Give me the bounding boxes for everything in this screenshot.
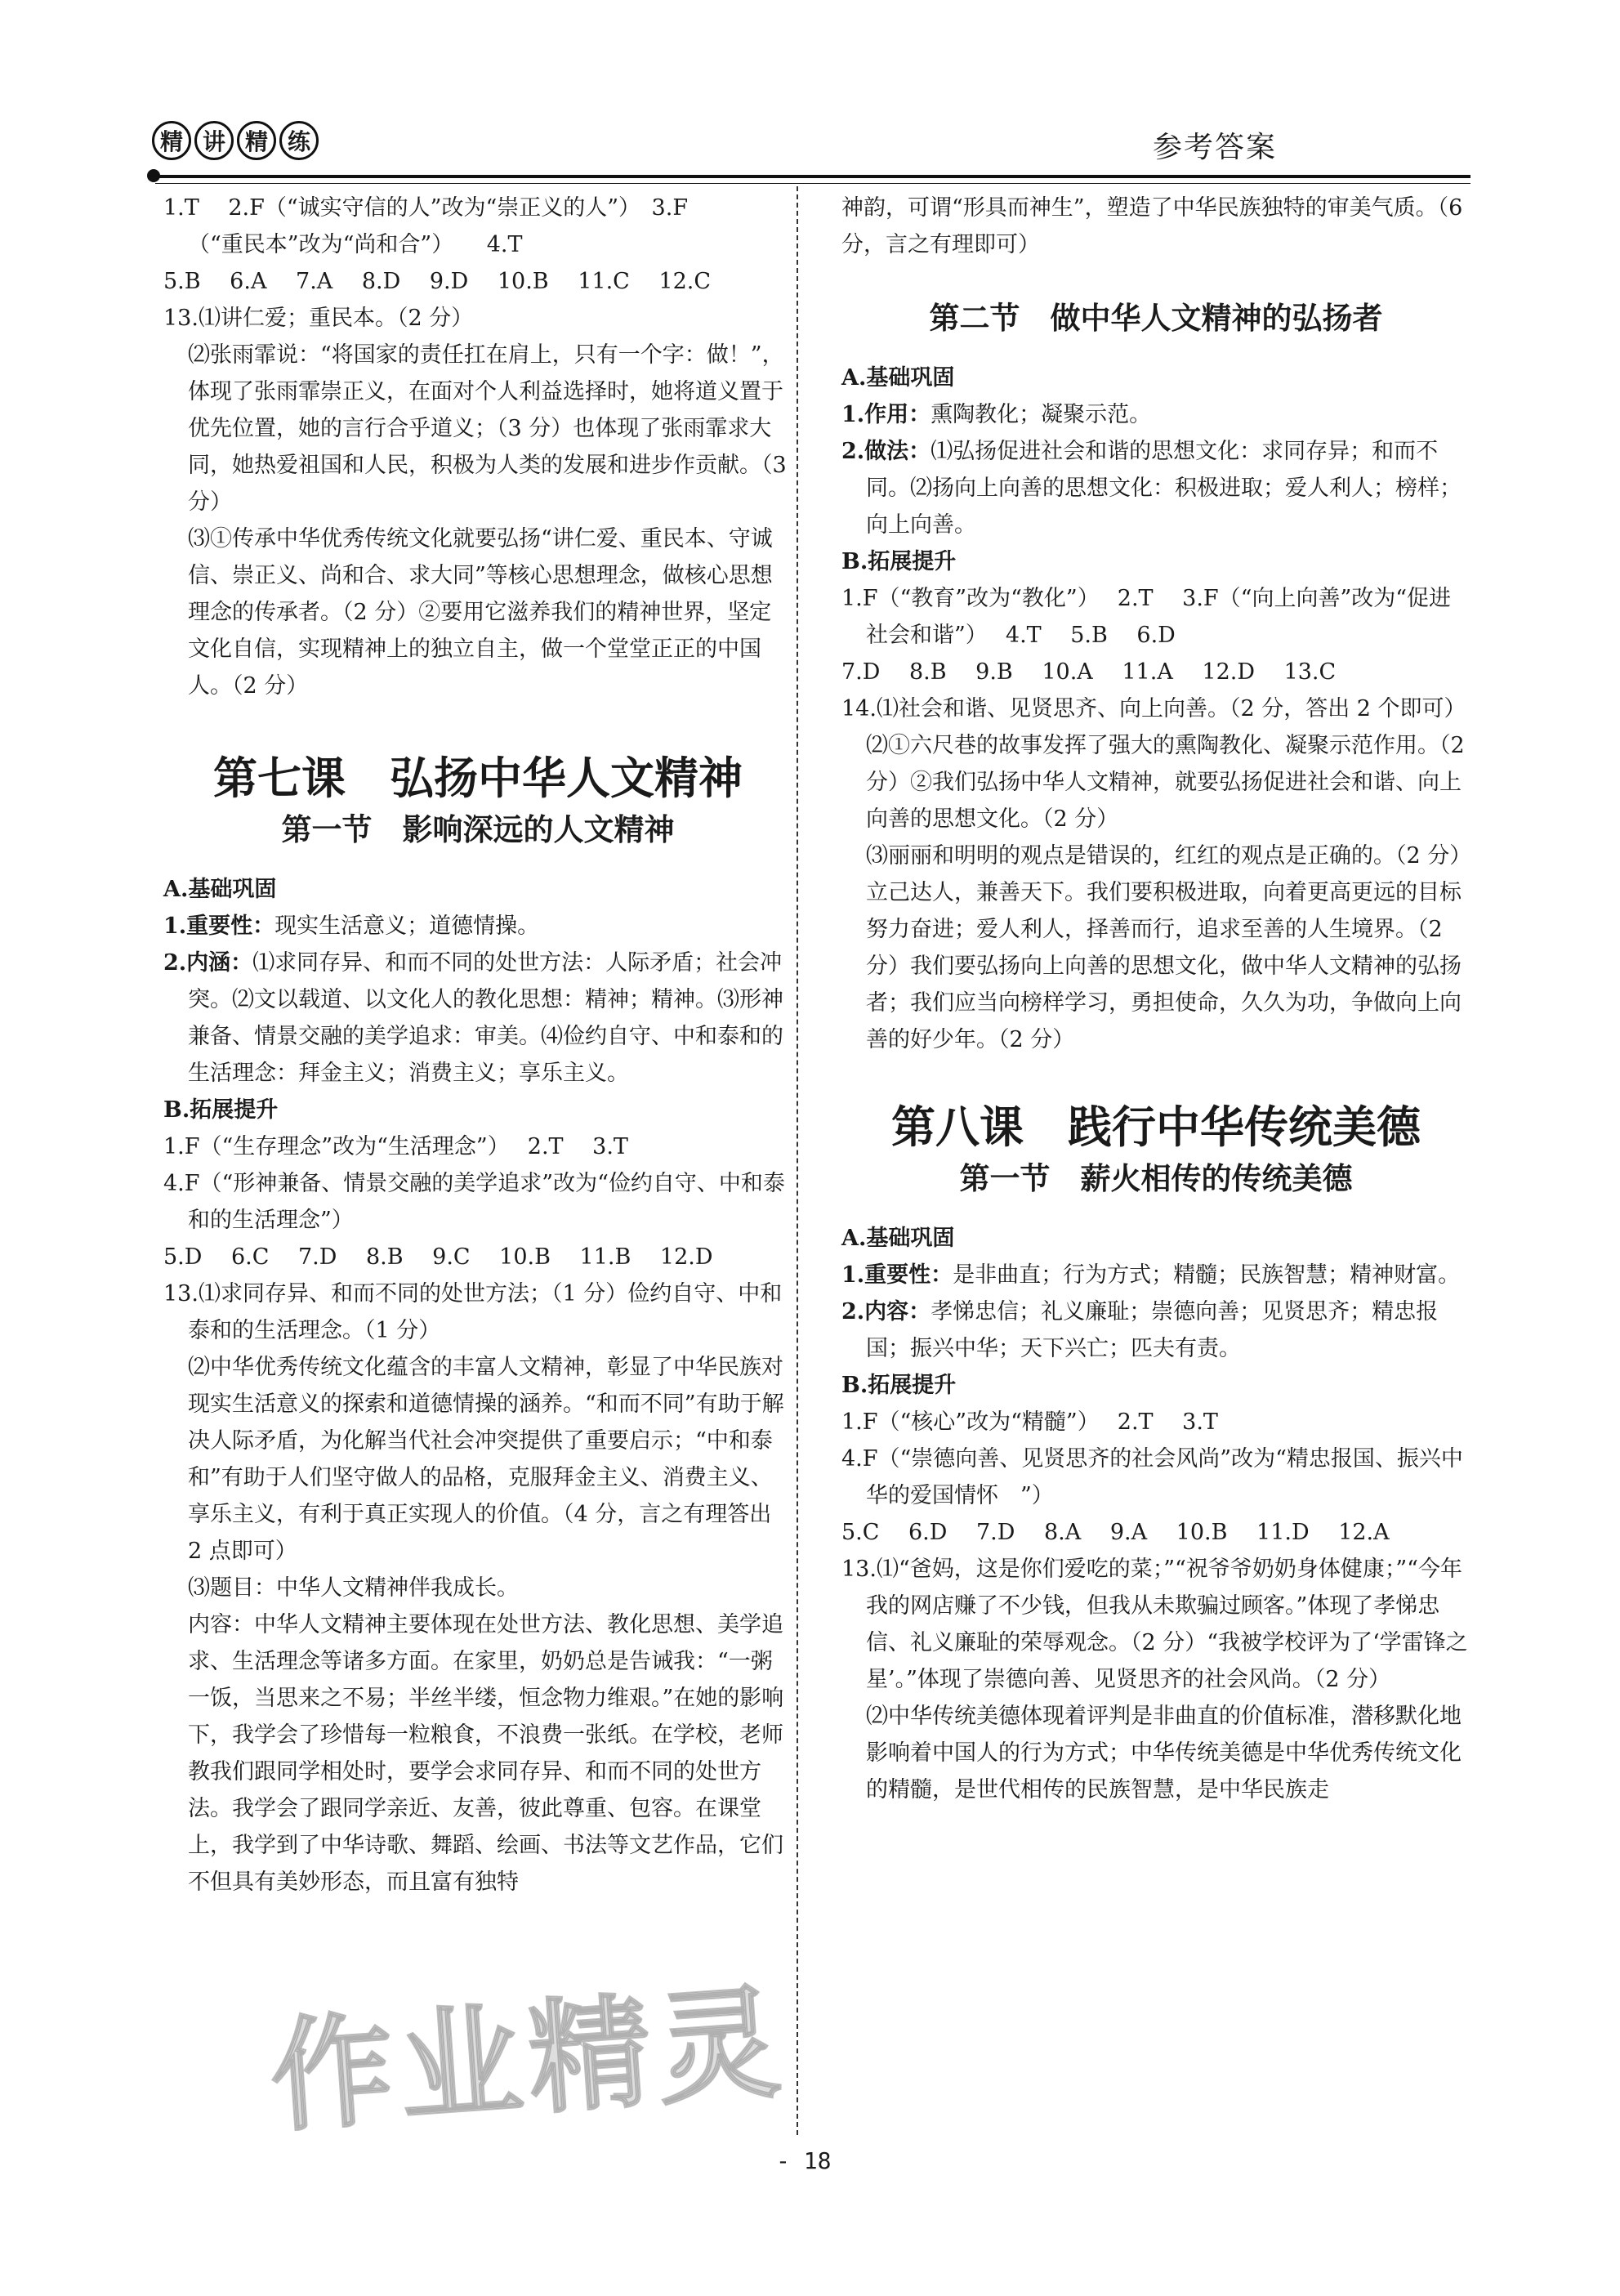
answer-line: 4.F（“形神兼备、情景交融的美学追求”改为“俭约自守、中和泰和的生活理念”）	[163, 1171, 785, 1233]
answer-line	[841, 396, 1470, 433]
answer-text: 现实生活意义；道德情操。	[274, 913, 540, 939]
answer-line: 5.B 6.A 7.A 8.D 9.D 10.B 11.C 12.C	[163, 269, 711, 294]
answer-line: 4.F（“崇德向善、见贤思齐的社会风尚”改为“精忠报国、振兴中华的爱国情怀 ”）	[841, 1446, 1463, 1508]
answer-text: ⑴弘扬促进社会和谐的思想文化：求同存异；和而不同。⑵扬向上向善的思想文化：积极进取；爱人利人；榜样；向上向善。	[866, 439, 1462, 538]
section-title: 第二节 做中华人文精神的弘扬者	[929, 301, 1383, 336]
brand-char: 讲	[194, 121, 234, 160]
header-rule-thin	[155, 183, 1470, 184]
subsection-heading: A.基础巩固	[163, 877, 277, 902]
answer-line: 7.D 8.B 9.B 10.A 11.A 12.D 13.C	[841, 659, 1337, 685]
right-column	[841, 190, 1470, 1808]
answer-line: ⑶题目：中华人文精神伴我成长。	[188, 1575, 519, 1601]
answer-paragraph: ⑵①六尺巷的故事发挥了强大的熏陶教化、凝聚示范作用。（2 分）②我们弘扬中华人文精神，就要弘扬促进社会和谐、向上向善的思想文化。（2 分）	[866, 733, 1465, 832]
answer-text: 熏陶教化；凝聚示范。	[930, 402, 1152, 427]
brand-logo	[152, 121, 319, 160]
answer-line: 1.T 2.F（“诚实守信的人”改为“崇正义的人”） 3.F	[163, 195, 689, 221]
subsection-heading: A.基础巩固	[841, 365, 955, 391]
header-title: 参考答案	[1152, 131, 1277, 164]
answer-paragraph	[163, 945, 792, 1092]
answer-line: 14.⑴社会和谐、见贤思齐、向上向善。（2 分，答出 2 个即可）	[841, 696, 1466, 721]
answer-line: 1.F（“教育”改为“教化”） 2.T 3.F（“向上向善”改为“促进社会和谐”） 4.T 5.B 6.D	[841, 586, 1452, 648]
answer-line: 13.⑴求同存异、和而不同的处世方法；（1 分）俭约自守、中和泰和的生活理念。（1 分）	[163, 1281, 783, 1343]
brand-char: 练	[279, 121, 319, 160]
answer-line: 1.F（“生存理念”改为“生活理念”） 2.T 3.T	[163, 1134, 628, 1159]
answer-paragraph: ⑵张雨霏说：“将国家的责任扛在肩上，只有一个字：做！”，体现了张雨霏崇正义，在面对个人利益选择时，她将道义置于优先位置，她的言行合乎道义；（3 分）也体现了张雨霏求大同，她热爱祖国和人民，积极为人类的发展和进步作贡献。（3 分）	[188, 342, 787, 515]
answer-text: ⑴求同存异、和而不同的处世方法：人际矛盾；社会冲突。⑵文以载道、以文化人的教化思想：精神；精神。⑶形神兼备、情景交融的美学追求：审美。⑷俭约自守、中和泰和的生活理念：拜金主义；消费主义；享乐主义。	[188, 950, 783, 1086]
answer-paragraph	[841, 1293, 1470, 1367]
answer-line	[163, 908, 792, 945]
answer-label: 2.内涵：	[163, 950, 253, 976]
subsection-heading: B.拓展提升	[841, 549, 957, 574]
section-title: 第一节 薪火相传的传统美德	[959, 1161, 1353, 1196]
answer-label: 1.作用：	[841, 402, 931, 427]
answer-line: 5.C 6.D 7.D 8.A 9.A 10.B 11.D 12.A	[841, 1520, 1390, 1545]
answer-paragraph: 13.⑴“爸妈，这是你们爱吃的菜；”“祝爷爷奶奶身体健康；”“今年我的网店赚了不少钱，但我从未欺骗过顾客。”体现了孝悌忠信、礼义廉耻的荣辱观念。（2 分）“我被学校评为了‘学雷锋之星’。”体现了崇德向善、见贤思齐的社会风尚。（2 分）	[841, 1557, 1468, 1692]
column-divider	[797, 186, 798, 2135]
section-title: 第一节 影响深远的人文精神	[281, 812, 675, 847]
answer-text: 孝悌忠信；礼义廉耻；崇德向善；见贤思齐；精忠报国；振兴中华；天下兴亡；匹夫有责。	[866, 1299, 1439, 1361]
answer-paragraph: ⑵中华优秀传统文化蕴含的丰富人文精神，彰显了中华民族对现实生活意义的探索和道德情操的涵养。“和而不同”有助于解决人际矛盾，为化解当代社会冲突提供了重要启示；“中和泰和”有助于人们坚守做人的品格，克服拜金主义、消费主义、享乐主义，有利于真正实现人的价值。（4 分，言之有理答出 2 点即可）	[188, 1355, 784, 1564]
page-number: - 18	[776, 2147, 832, 2174]
answer-label: 2.做法：	[841, 439, 931, 464]
left-column	[163, 190, 792, 1901]
answer-paragraph: ⑶①传承中华优秀传统文化就要弘扬“讲仁爱、重民本、守诚信、崇正义、尚和合、求大同”等核心思想理念，做核心思想理念的传承者。（2 分）②要用它滋养我们的精神世界，坚定文化自信，实现精神上的独立自主，做一个堂堂正正的中国人。（2 分）	[188, 526, 773, 699]
header-rule	[155, 175, 1470, 178]
lesson-title: 第八课 践行中华传统美德	[891, 1101, 1421, 1153]
answer-text: 是非曲直；行为方式；精髓；民族智慧；精神财富。	[953, 1262, 1461, 1288]
answer-label: 1.重要性：	[841, 1262, 953, 1288]
subsection-heading: A.基础巩固	[841, 1226, 955, 1251]
answer-line: 1.F（“核心”改为“精髓”） 2.T 3.T	[841, 1409, 1218, 1435]
subsection-heading: B.拓展提升	[841, 1373, 957, 1398]
answer-label: 1.重要性：	[163, 913, 275, 939]
watermark: 作业精灵	[266, 1972, 792, 2150]
answer-label: 2.内容：	[841, 1299, 931, 1324]
answer-paragraph: ⑵中华传统美德体现着评判是非曲直的价值标准，潜移默化地影响着中国人的行为方式；中华传统美德是中华优秀传统文化的精髓，是世代相传的民族智慧，是中华民族走	[866, 1704, 1462, 1802]
answer-line: （“重民本”改为“尚和合”） 4.T	[188, 232, 523, 257]
brand-char: 精	[237, 121, 276, 160]
subsection-heading: B.拓展提升	[163, 1097, 279, 1123]
answer-paragraph: 内容：中华人文精神主要体现在处世方法、教化思想、美学追求、生活理念等诸多方面。在家里，奶奶总是告诫我：“一粥一饭，当思来之不易；半丝半缕，恒念物力维艰。”在她的影响下，我学会了珍惜每一粒粮食，不浪费一张纸。在学校，老师教我们跟同学相处时，要学会求同存异、和而不同的处世方法。我学会了跟同学亲近、友善，彼此尊重、包容。在课堂上，我学到了中华诗歌、舞蹈、绘画、书法等文艺作品，它们不但具有美妙形态，而且富有独特	[188, 1612, 784, 1895]
brand-char: 精	[152, 121, 191, 160]
answer-paragraph: 神韵，可谓“形具而神生”，塑造了中华民族独特的审美气质。（6 分，言之有理即可）	[841, 195, 1463, 257]
answer-line: 13.⑴讲仁爱；重民本。（2 分）	[163, 306, 474, 331]
answer-line: 5.D 6.C 7.D 8.B 9.C 10.B 11.B 12.D	[163, 1244, 713, 1270]
answer-paragraph	[841, 1257, 1470, 1293]
answer-paragraph	[841, 433, 1470, 543]
lesson-title: 第七课 弘扬中华人文精神	[213, 753, 743, 804]
answer-paragraph: ⑶丽丽和明明的观点是错误的，红红的观点是正确的。（2 分）立己达人，兼善天下。我们要积极进取，向着更高更远的目标努力奋进；爱人利人，择善而行，追求至善的人生境界。（2 分）我们要弘扬向上向善的思想文化，做中华人文精神的弘扬者；我们应当向榜样学习，勇担使命，久久为功，争做向上向善的好少年。（2 分）	[866, 843, 1462, 1052]
